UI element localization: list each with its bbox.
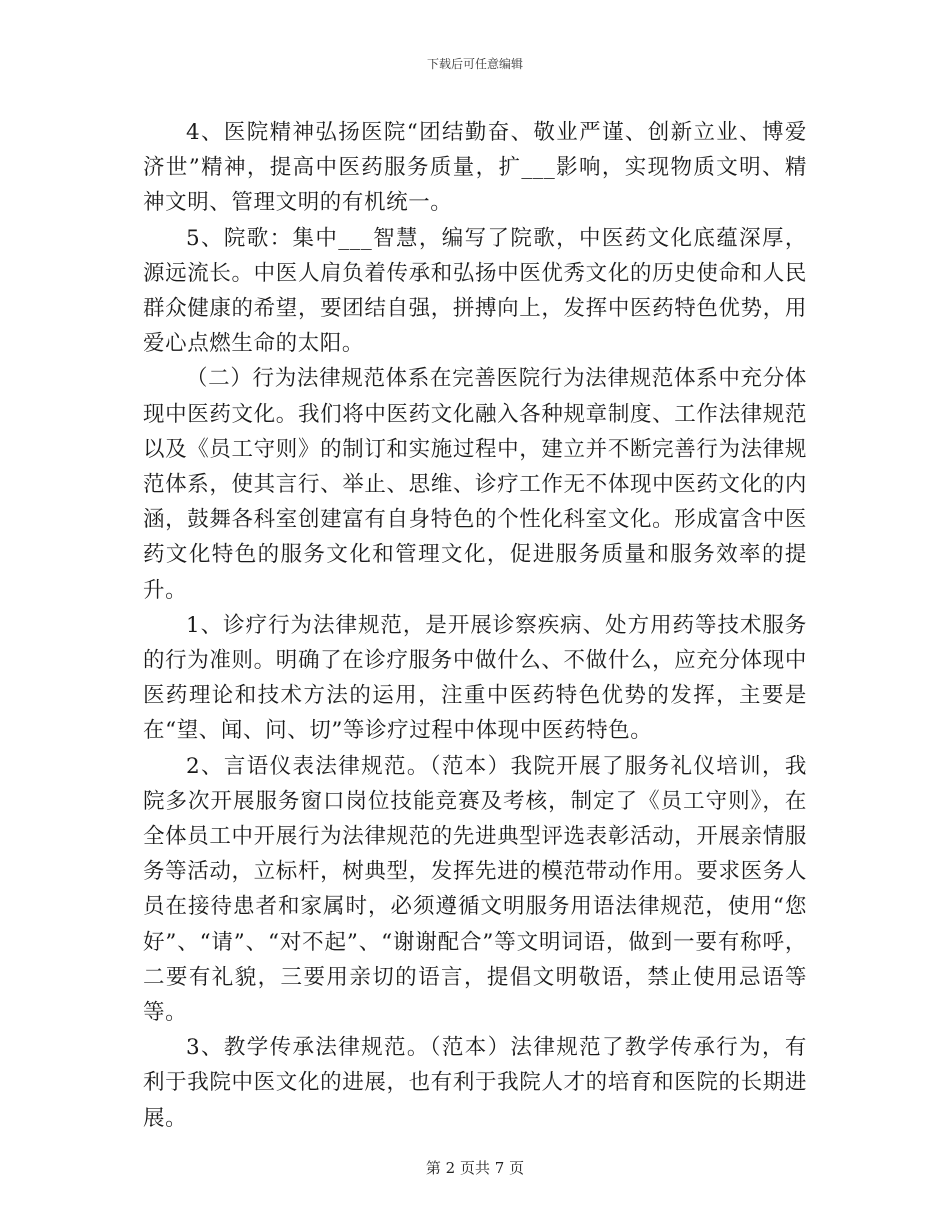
page-number: 第 2 页共 7 页 (425, 1159, 525, 1177)
paragraph-diagnosis-norms: 1、诊疗行为法律规范，是开展诊察疾病、处方用药等技术服务的行为准则。明确了在诊疗服务中做什么、不做什么，应充分体现中医药理论和技术方法的运用，注重中医药特色优势的发挥，主要是在“望、闻、问、切”等诊疗过程中体现中医药特色。 (143, 612, 807, 744)
paragraph-behavior-norms: （二）行为法律规范体系在完善医院行为法律规范体系中充分体现中医药文化。我们将中医药文化融入各种规章制度、工作法律规范以及《员工守则》的制订和实施过程中，建立并不断完善行为法律规范体系，使其言行、举止、思维、诊疗工作无不体现中医药文化的内涵，鼓舞各科室创建富有自身特色的个性化科室文化。形成富含中医药文化特色的服务文化和管理文化，促进服务质量和服务效率的提升。 (143, 366, 807, 603)
document-body (143, 115, 807, 1136)
paragraph-hospital-spirit: 4、医院精神弘扬医院“团结勤奋、敬业严谨、创新立业、博爱济世”精神，提高中医药服务质量，扩___影响，实现物质文明、精神文明、管理文明的有机统一。 (143, 120, 807, 216)
page-header-note: 下载后可任意编辑 (426, 57, 523, 71)
paragraph-teaching-norms: 3、教学传承法律规范。（范本）法律规范了教学传承行为，有利于我院中医文化的进展，也有利于我院人才的培育和医院的长期进展。 (143, 1035, 807, 1131)
paragraph-hospital-song: 5、院歌：集中___智慧，编写了院歌，中医药文化底蕴深厚，源远流长。中医人肩负着传承和弘扬中医优秀文化的历史使命和人民群众健康的希望，要团结自强，拼搏向上，发挥中医药特色优势，用爱心点燃生命的太阳。 (143, 225, 807, 357)
paragraph-speech-norms: 2、言语仪表法律规范。（范本）我院开展了服务礼仪培训，我院多次开展服务窗口岗位技能竞赛及考核，制定了《员工守则》，在全体员工中开展行为法律规范的先进典型评选表彰活动，开展亲情服务等活动，立标杆，树典型，发挥先进的模范带动作用。要求医务人员在接待患者和家属时，必须遵循文明服务用语法律规范，使用“您好”、“请”、“对不起”、“谢谢配合”等文明词语，做到一要有称呼，二要有礼貌，三要用亲切的语言，提倡文明敬语，禁止使用忌语等等。 (143, 753, 807, 1026)
